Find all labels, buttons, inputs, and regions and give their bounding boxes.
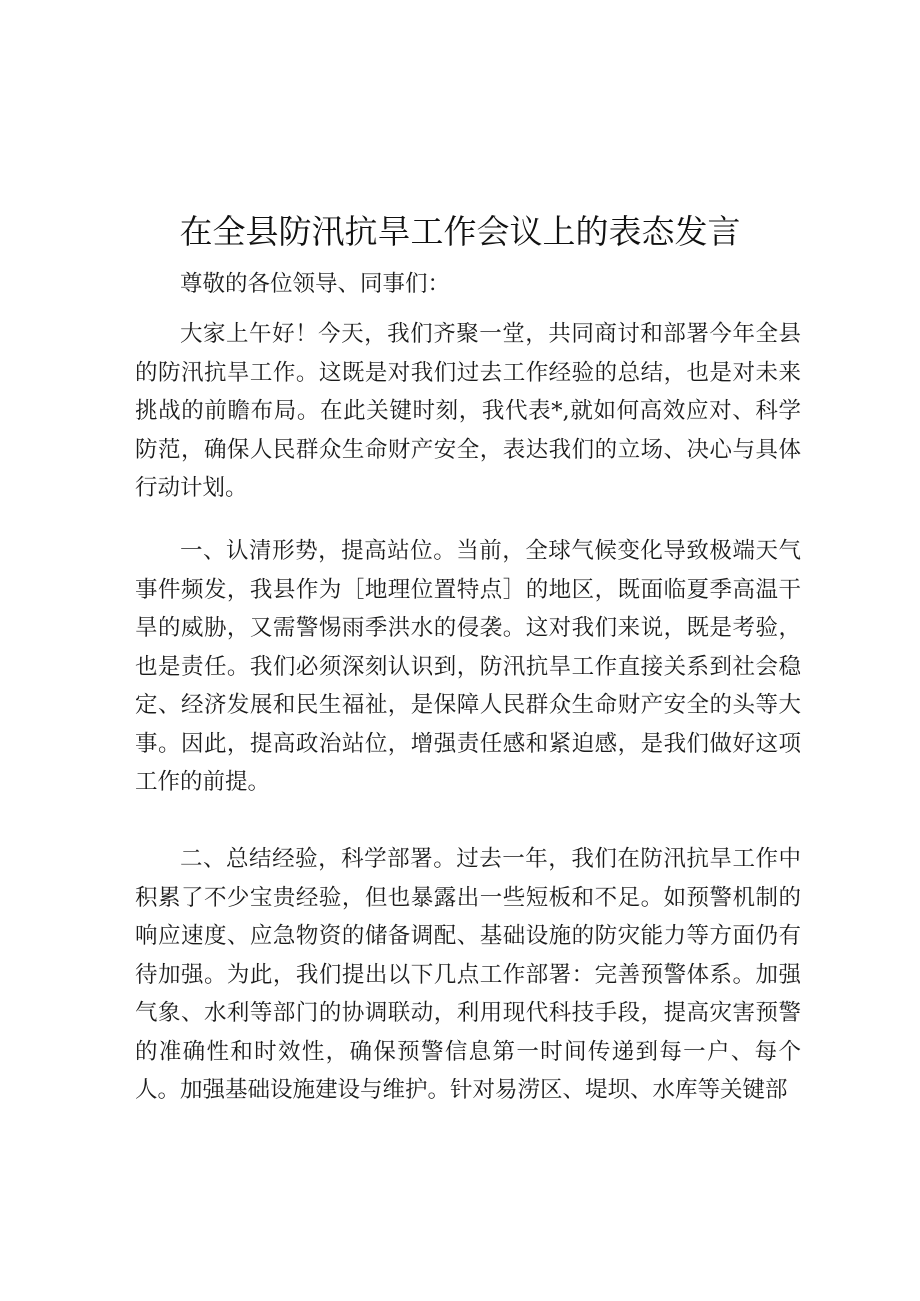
paragraph-intro: 大家上午好！今天，我们齐聚一堂，共同商讨和部署今年全县的防汛抗旱工作。这既是对我们过去工作经验的总结，也是对未来挑战的前瞻布局。在此关键时刻，我代表*,就如何高效应对、科学防范，确保人民群众生命财产安全，表达我们的立场、决心与具体行动计划。: [135, 321, 801, 501]
document-title: 在全县防汛抗旱工作会议上的表态发言: [179, 212, 741, 251]
paragraph-section-1: 一、认清形势，提高站位。当前，全球气候变化导致极端天气事件频发，我县作为［地理位置特点］的地区，既面临夏季高温干旱的威胁，又需警惕雨季洪水的侵袭。这对我们来说，既是考验，也是责任。我们必须深刻认识到，防汛抗旱工作直接关系到社会稳定、经济发展和民生福祉，是保障人民群众生命财产安全的头等大事。因此，提高政治站位，增强责任感和紧迫感，是我们做好这项工作的前提。: [135, 538, 801, 795]
paragraph-section-2: 二、总结经验，科学部署。过去一年，我们在防汛抗旱工作中积累了不少宝贵经验，但也暴露出一些短板和不足。如预警机制的响应速度、应急物资的储备调配、基础设施的防灾能力等方面仍有待加强。为此，我们提出以下几点工作部署：完善预警体系。加强气象、水利等部门的协调联动，利用现代科技手段，提高灾害预警的准确性和时效性，确保预警信息第一时间传递到每一户、每个人。加强基础设施建设与维护。针对易涝区、堤坝、水库等关键部: [135, 846, 801, 1103]
salutation: 尊敬的各位领导、同事们：: [180, 271, 451, 297]
